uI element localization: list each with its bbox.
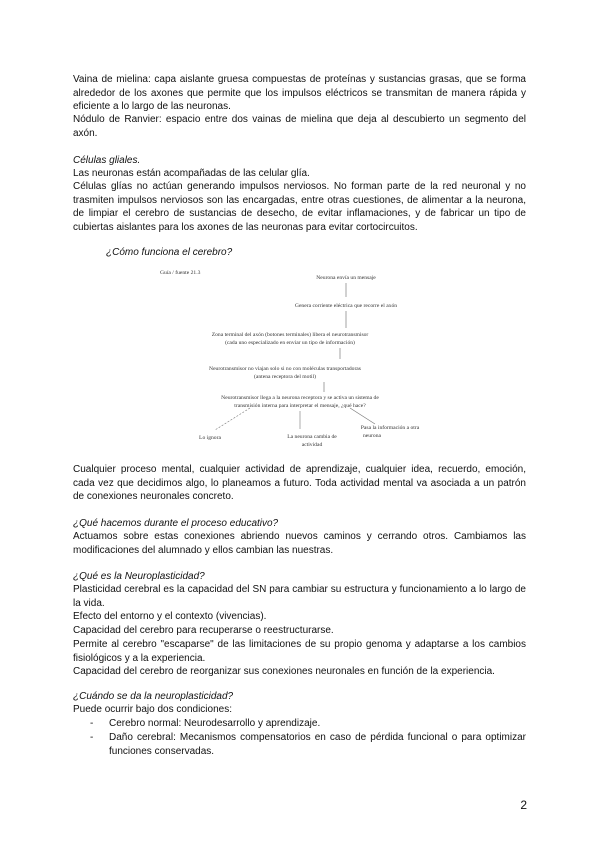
neuro-p5: Capacidad del cerebro de reorganizar sus conexiones neuronales en función de la experiencia. [73,666,495,677]
list-item-dash: - [90,732,94,743]
diagram-outcome-3b: neurona [362,433,382,439]
neuro-p1: Plasticidad cerebral es la capacidad del SN para cambiar su estructura y funcionamiento a lo largo de la vida. [73,584,526,609]
list-item: Daño cerebral: Mecanismos compensatorios en caso de pérdida funcional o para optimizar funciones conservadas. [109,732,526,757]
educativo-heading: ¿Qué hacemos durante el proceso educativo? [73,518,279,529]
list-item: Cerebro normal: Neurodesarrollo y aprendizaje. [109,718,321,729]
list-item-dash: - [90,718,94,729]
neuro-p4: Permite al cerebro "escaparse" de las limitaciones de su propio genoma y adaptarse a los cambios fisiológicos y a la experiencia. [73,639,526,664]
diagram-step-5a: Neurotransmisor llega a la neurona receptora y se activa un sistema de [221,395,379,401]
diagram-step-3b: (cada uno especializado en enviar un tipo de información) [225,340,355,346]
cuando-intro: Puede ocurrir bajo dos condiciones: [73,704,232,715]
glial-paragraph: Células glías no actúan generando impulsos nerviosos. No forman parte de la red neuronal y no trasmiten impulsos nerviosos son las encargadas, entre otras cuestiones, de alimentar a la neurona, de limpiar el cerebro de sustancias de desecho, de evitar inflamaciones, y de fabricar un tipo de cubiertas aislantes para los axones de las neuronas para evitar cortocircuitos. [73,181,526,233]
cuando-heading: ¿Cuándo se da la neuroplasticidad? [73,691,234,702]
nodulo-definition: Nódulo de Ranvier: espacio entre dos vainas de mielina que deja al descubierto un segmento del axón. [73,114,526,139]
diagram-step-2: Genera corriente eléctrica que recorre el axón [294,303,398,309]
glial-heading: Células gliales. [73,155,141,166]
brain-function-diagram [140,262,460,452]
proceso-paragraph: Cualquier proceso mental, cualquier actividad de aprendizaje, cualquier idea, recuerdo, emoción, cada vez que decidimos algo, lo planeamos a futuro. Toda actividad mental va asociada a un patrón de conexiones neuronales concreto. [73,464,526,502]
diagram-heading: ¿Cómo funciona el cerebro? [106,247,233,258]
neuro-p2: Efecto del entorno y el contexto (vivencias). [73,611,267,622]
diagram-corner-label: Guía / fuente 21.3 [160,270,201,276]
diagram-branch-left [215,408,250,430]
educativo-paragraph: Actuamos sobre estas conexiones abriendo nuevos caminos y cerrando otros. Cambiamos las modificaciones del alumnado y ellos cambian las nuestras. [73,531,526,556]
diagram-outcome-1: Lo ignora [199,435,221,441]
diagram-step-4b: (antena receptora del motil) [254,374,316,380]
neuro-p3: Capacidad del cerebro para recuperarse o reestructurarse. [73,625,334,636]
diagram-step-4a: Neurotransmisor no viajan solo si no con moléculas transportadoras [209,366,361,372]
diagram-outcome-2b: actividad [301,442,323,448]
diagram-step-5b: transmisión interna para interpretar el mensaje, ¿qué hace? [234,403,366,409]
page-number: 2 [520,798,527,812]
diagram-outcome-2a: La neurona cambia de [287,434,337,440]
diagram-branch-right [350,408,375,424]
glial-line: Las neuronas están acompañadas de las celular glía. [73,168,310,179]
diagram-step-3a: Zona terminal del axón (botones terminales) libera el neurotransmisor [211,332,369,338]
vaina-definition: Vaina de mielina: capa aislante gruesa compuestas de proteínas y sustancias grasas, que se forma alrededor de los axones que permite que los impulsos eléctricos se transmitan de manera rápida y eficiente a lo largo de las neuronas. [73,74,526,112]
diagram-outcome-3a: Pasa la información a otra [360,425,420,431]
neuro-heading: ¿Qué es la Neuroplasticidad? [73,571,205,582]
diagram-step-1: Neurona envía un mensaje [316,275,376,281]
